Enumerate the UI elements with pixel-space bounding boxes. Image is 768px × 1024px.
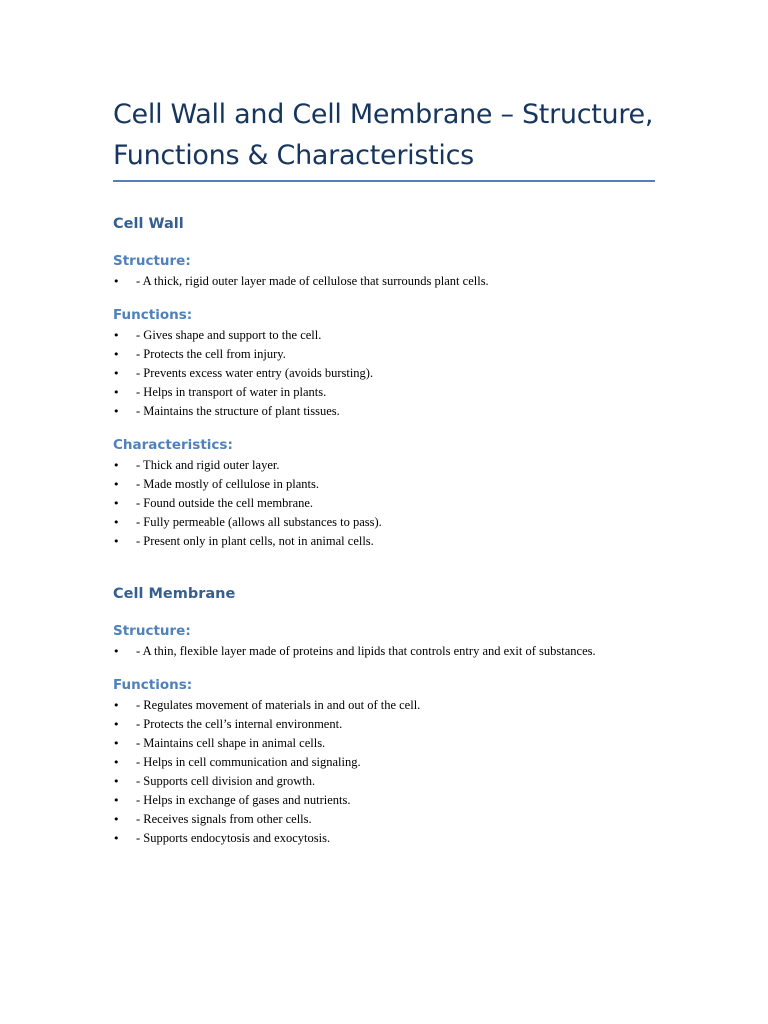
bullet-icon: • [113, 329, 120, 342]
list-item [113, 642, 655, 661]
list-item [113, 272, 655, 291]
list-item-text: - Helps in exchange of gases and nutrients. [136, 793, 351, 807]
subheading-cell-wall-characteristics: Characteristics: [113, 437, 233, 453]
list-item [113, 696, 655, 715]
list-item-text: - Found outside the cell membrane. [136, 496, 314, 510]
list-item [113, 494, 655, 513]
list-item [113, 772, 655, 791]
bullet-icon: • [113, 367, 120, 380]
list-item [113, 402, 655, 421]
list-item [113, 345, 655, 364]
document-page [113, 94, 655, 848]
list-item [113, 829, 655, 848]
list-item-text: - Helps in cell communication and signaling. [136, 755, 361, 769]
list-item-text: - Protects the cell’s internal environment. [136, 717, 343, 731]
bullet-icon: • [113, 645, 120, 658]
list-item-text: - A thick, rigid outer layer made of cellulose that surrounds plant cells. [136, 274, 489, 288]
list-item [113, 364, 655, 383]
bullet-icon: • [113, 405, 120, 418]
list-item-text: - Fully permeable (allows all substances to pass). [136, 515, 382, 529]
subheading-cell-membrane-structure: Structure: [113, 623, 191, 639]
list-item [113, 383, 655, 402]
list-item [113, 456, 655, 475]
list-item [113, 475, 655, 494]
list-item [113, 734, 655, 753]
subheading-cell-wall-functions: Functions: [113, 307, 193, 323]
bullet-icon: • [113, 275, 120, 288]
list-item-text: - Regulates movement of materials in and out of the cell. [136, 698, 421, 712]
list-cell-membrane-functions [113, 696, 655, 848]
bullet-icon: • [113, 348, 120, 361]
list-item-text: - A thin, flexible layer made of proteins and lipids that controls entry and exit of substances. [136, 644, 596, 658]
list-item-text: - Helps in transport of water in plants. [136, 385, 327, 399]
bullet-icon: • [113, 516, 120, 529]
list-item-text: - Made mostly of cellulose in plants. [136, 477, 319, 491]
subheading-cell-wall-structure: Structure: [113, 253, 191, 269]
list-cell-wall-characteristics [113, 456, 655, 551]
bullet-icon: • [113, 386, 120, 399]
bullet-icon: • [113, 813, 120, 826]
bullet-icon: • [113, 794, 120, 807]
section-heading-cell-membrane: Cell Membrane [113, 586, 236, 602]
list-item [113, 513, 655, 532]
list-item-text: - Protects the cell from injury. [136, 347, 286, 361]
bullet-icon: • [113, 478, 120, 491]
bullet-icon: • [113, 699, 120, 712]
list-item [113, 532, 655, 551]
list-item [113, 791, 655, 810]
list-item-text: - Maintains cell shape in animal cells. [136, 736, 326, 750]
bullet-icon: • [113, 459, 120, 472]
section-heading-cell-wall: Cell Wall [113, 216, 184, 232]
bullet-icon: • [113, 832, 120, 845]
cell-membrane-section [113, 584, 655, 848]
list-item [113, 810, 655, 829]
subheading-cell-membrane-functions: Functions: [113, 677, 193, 693]
list-item-text: - Thick and rigid outer layer. [136, 458, 280, 472]
list-cell-wall-structure [113, 272, 655, 291]
bullet-icon: • [113, 775, 120, 788]
list-cell-membrane-structure [113, 642, 655, 661]
list-cell-wall-functions [113, 326, 655, 421]
bullet-icon: • [113, 535, 120, 548]
bullet-icon: • [113, 737, 120, 750]
list-item-text: - Prevents excess water entry (avoids bursting). [136, 366, 374, 380]
cell-wall-section [113, 214, 655, 551]
list-item-text: - Gives shape and support to the cell. [136, 328, 322, 342]
list-item [113, 326, 655, 345]
list-item [113, 753, 655, 772]
document-title: Cell Wall and Cell Membrane – Structure, Functions & Characteristics [113, 99, 654, 171]
list-item [113, 715, 655, 734]
list-item-text: - Supports cell division and growth. [136, 774, 316, 788]
bullet-icon: • [113, 718, 120, 731]
list-item-text: - Receives signals from other cells. [136, 812, 312, 826]
bullet-icon: • [113, 756, 120, 769]
list-item-text: - Present only in plant cells, not in animal cells. [136, 534, 374, 548]
list-item-text: - Maintains the structure of plant tissues. [136, 404, 340, 418]
bullet-icon: • [113, 497, 120, 510]
list-item-text: - Supports endocytosis and exocytosis. [136, 831, 331, 845]
